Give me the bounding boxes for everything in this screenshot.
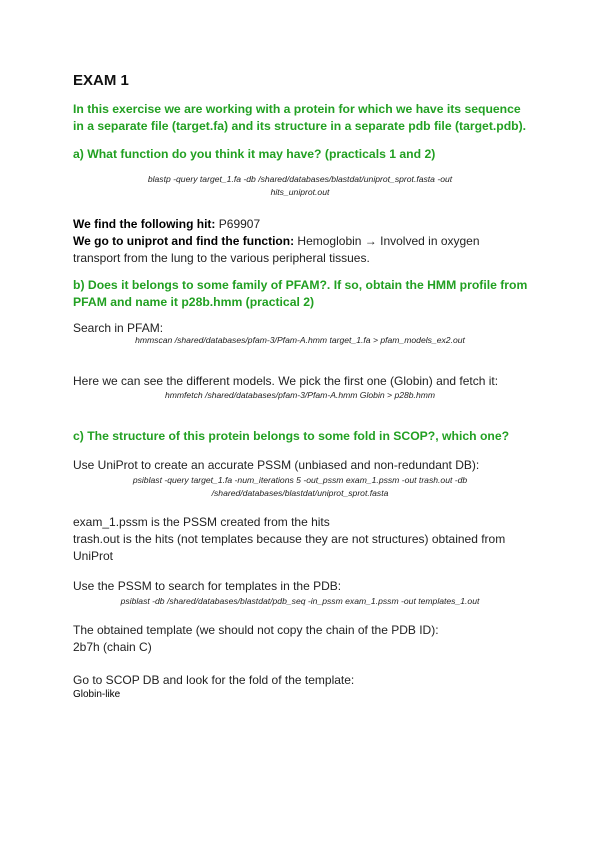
- function-line-2: transport from the lung to the various peripheral tissues.: [73, 251, 370, 265]
- template-value: 2b7h (chain C): [73, 640, 152, 654]
- page-title: EXAM 1: [73, 72, 129, 89]
- pssm-explain-line-1: exam_1.pssm is the PSSM created from the hits: [73, 515, 330, 529]
- blastp-command-line-2: hits_uniprot.out: [270, 187, 330, 197]
- hit-line: [73, 216, 260, 233]
- function-label: We go to uniprot and find the function:: [73, 234, 295, 248]
- blastp-command-line-1: blastp -query target_1.fa -db /shared/databases/blastdat/uniprot_sprot.fasta -out: [147, 174, 453, 184]
- hmmscan-command: hmmscan /shared/databases/pfam-3/Pfam-A.hmm target_1.fa > pfam_models_ex2.out: [135, 335, 465, 345]
- psiblast-command-1-line-1: psiblast -query target_1.fa -num_iterations 5 -out_pssm exam_1.pssm -out trash.out -db: [132, 475, 468, 485]
- psiblast-command-2: psiblast -db /shared/databases/blastdat/pdb_seq -in_pssm exam_1.pssm -out templates_1.out: [120, 596, 480, 606]
- pssm-intro: Use UniProt to create an accurate PSSM (unbiased and non-redundant DB):: [73, 458, 480, 472]
- hmmfetch-command: hmmfetch /shared/databases/pfam-3/Pfam-A.hmm Globin > p28b.hmm: [164, 390, 436, 400]
- pdb-intro: Use the PSSM to search for templates in the PDB:: [73, 579, 342, 593]
- question-c-heading: c) The structure of this protein belongs to some fold in SCOP?, which one?: [73, 429, 510, 443]
- template-intro: The obtained template (we should not copy the chain of the PDB ID):: [73, 623, 439, 637]
- psiblast-command-1-line-2: /shared/databases/blastdat/uniprot_sprot.fasta: [211, 488, 389, 498]
- hit-label: We find the following hit:: [73, 217, 216, 231]
- pssm-explain-line-2: trash.out is the hits (not templates because they are not structures) obtained from: [73, 532, 506, 546]
- function-line: [73, 233, 480, 250]
- hit-value: P69907: [218, 217, 261, 231]
- models-text: Here we can see the different models. We pick the first one (Globin) and fetch it:: [73, 374, 499, 388]
- question-a-heading: a) What function do you think it may have? (practicals 1 and 2): [73, 147, 436, 161]
- pssm-explain-line-3: UniProt: [73, 549, 114, 563]
- question-b-line-1: b) Does it belongs to some family of PFAM?. If so, obtain the HMM profile from: [73, 278, 528, 292]
- search-pfam-label: Search in PFAM:: [73, 321, 164, 335]
- scop-intro: Go to SCOP DB and look for the fold of the template:: [73, 673, 355, 687]
- function-value: Hemoglobin → Involved in oxygen: [297, 234, 480, 248]
- intro-line-2: in a separate file (target.fa) and its structure in a separate pdb file (target.pdb).: [73, 119, 527, 133]
- scop-value: Globin-like: [73, 689, 121, 700]
- intro-line-1: In this exercise we are working with a protein for which we have its sequence: [73, 102, 521, 116]
- question-b-line-2: PFAM and name it p28b.hmm (practical 2): [73, 295, 315, 309]
